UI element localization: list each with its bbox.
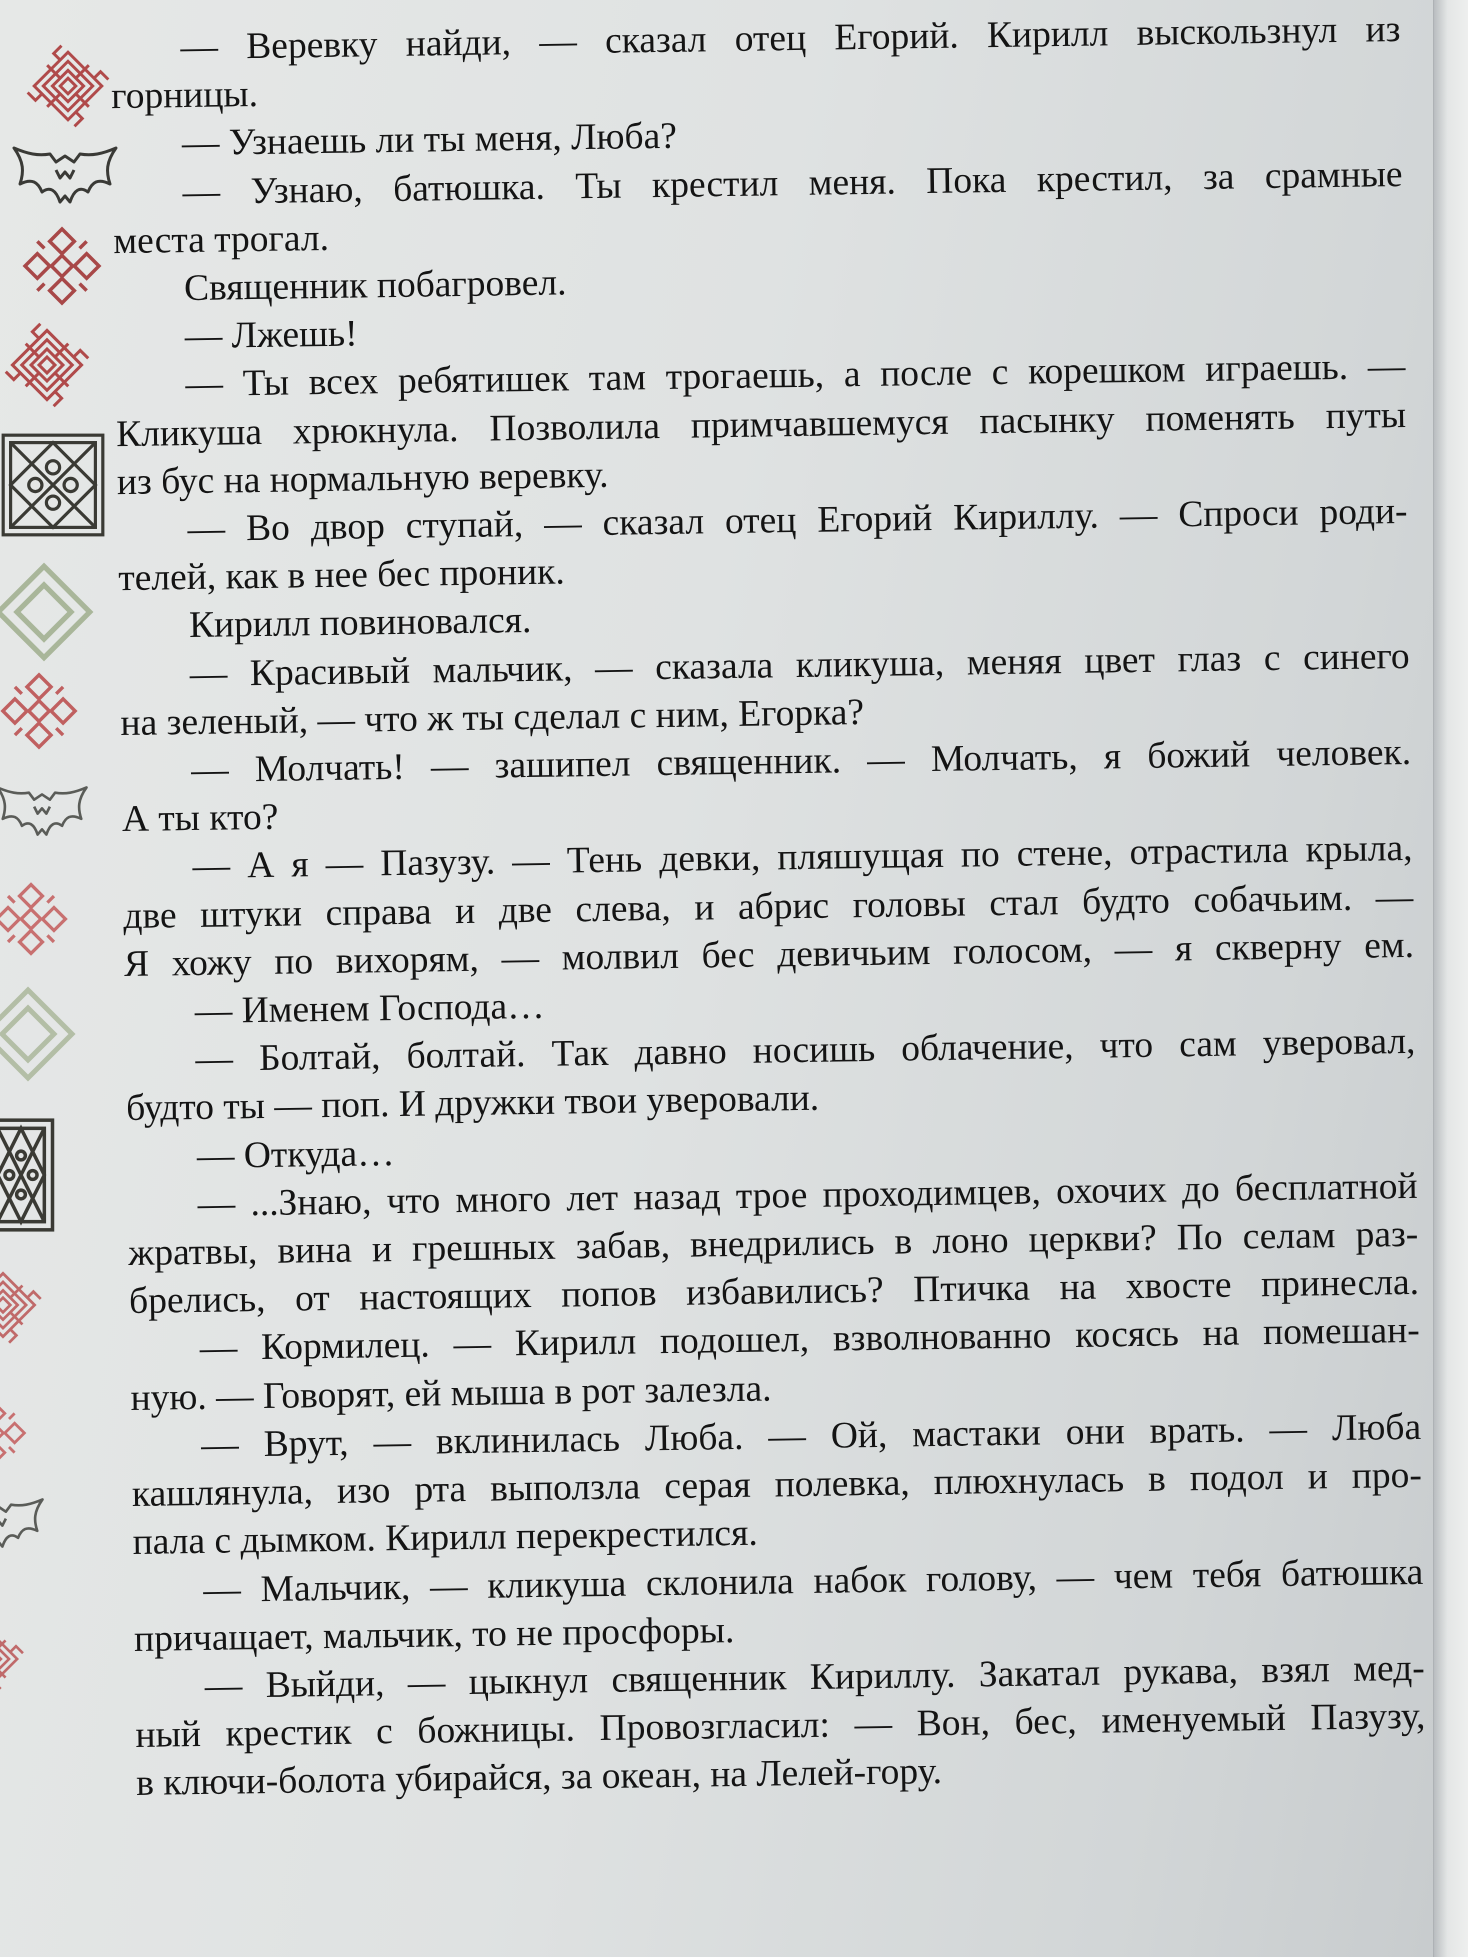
text-line: — ...Знаю, что много лет назад трое проходимцев, охочих до бесплатной [197,1165,1418,1225]
text-line: — Узнаю, батюшка. Ты крестил меня. Пока крестил, за срамные [182,153,1403,213]
red-rhombus-knot-icon [0,1618,28,1700]
text-line: кашлянула, изо рта выползла серая полевка, плюхнулась в подол и про- [131,1454,1423,1516]
text-line: — Болтай, болтай. Так давно носишь облачение, что сам уверовал, [195,1021,1416,1081]
bat-wing-icon [10,140,120,210]
text-line: — А я — Пазузу. — Тень девки, пляшущая по стене, отрастила крыла, [192,828,1413,888]
text-line: ный крестик с божницы. Провозгласил: — Вон, бес, именуемый Пазузу, [135,1695,1426,1757]
text-line: — Именем Господа… [194,985,545,1033]
framed-x-square-icon [0,1116,56,1234]
text-line: — Врут, — вклинилась Люба. — Ой, мастаки они врать. — Люба [200,1406,1422,1466]
text-line: будто ты — поп. И дружки твои уверовали. [125,1078,820,1130]
text-line: места трогал. [113,217,330,262]
text-line: в ключи-болота убирайся, за океан, на Лелей-гору. [135,1751,943,1805]
bat-wing-icon [0,776,90,846]
text-line: — Красивый мальчик, — сказала кликуша, меняя цвет глаз с синего [189,635,1410,695]
text-line: — Лжешь! [184,313,358,358]
red-cross-knot-icon [0,668,82,754]
text-line: — Веревку найди, — сказал отец Егорий. Кирилл выскользнул из [180,8,1401,69]
text-line: — Кормилец. — Кирилл подошел, взволнованно косясь на помешан- [199,1310,1420,1370]
text-line: — Ты всех ребятишек там трогаешь, а после с корешком играешь. — [185,346,1406,406]
text-line: ную. — Говорят, ей мыша в рот залезла. [130,1368,772,1419]
page-edge [1433,0,1468,1957]
text-line: Я хожу по вихорям, — молвил бес девичьим голосом, — я скверну ем. [123,924,1415,985]
text-line: на зеленый, — что ж ты сделал с ним, Егорка? [120,691,865,744]
text-line: — Молчать! — зашипел священник. — Молчать, я божий человек. [190,731,1412,792]
text-line: — Мальчик, — кликуша склонила набок голову, — чем тебя батюшка [203,1551,1424,1611]
red-cross-knot-icon [18,222,106,310]
text-line: пала с дымком. Кирилл перекрестился. [132,1512,758,1564]
text-line: телей, как в нее бес проник. [118,551,566,600]
red-cross-knot-icon [0,1398,30,1468]
red-rhombus-knot-icon [0,1262,46,1348]
text-line: две штуки справа и две слева, и абрис головы стал будто собачьим. — [123,876,1414,937]
text-block [110,6,1426,1808]
text-line: Кликуша хрюкнула. Позволила примчавшемуся пасынку поменять путы [115,394,1407,455]
text-line: — Во двор ступай, — сказал отец Егорий Кириллу. — Спроси роди- [187,490,1408,551]
framed-x-square-icon [0,432,106,538]
green-diamond-icon [0,984,78,1084]
text-line: жратвы, вина и грешных забав, внедрились в лоно церкви? По селам раз- [128,1213,1419,1275]
text-line: горницы. [110,74,259,118]
text-line: Кирилл повиновался. [188,600,532,647]
text-line: причащает, мальчик, то не просфоры. [133,1609,735,1660]
text-line: — Откуда… [196,1132,395,1177]
green-diamond-icon [0,560,96,664]
text-line: — Выйди, — цыкнул священник Кириллу. Закатал рукава, взял мед- [204,1647,1425,1707]
red-cross-knot-icon [0,878,72,960]
red-rhombus-knot-icon [22,40,114,132]
bat-wing-icon [0,1488,46,1558]
red-rhombus-knot-icon [0,318,94,412]
text-line: Священник побагровел. [183,262,567,310]
text-line: из бус на нормальную веревку. [116,454,609,503]
text-line: А ты кто? [121,796,279,841]
text-line: — Узнаешь ли ты меня, Люба? [181,116,678,165]
text-line: брелись, от настоящих попов избавились? Птичка на хвосте принесла. [128,1262,1420,1323]
